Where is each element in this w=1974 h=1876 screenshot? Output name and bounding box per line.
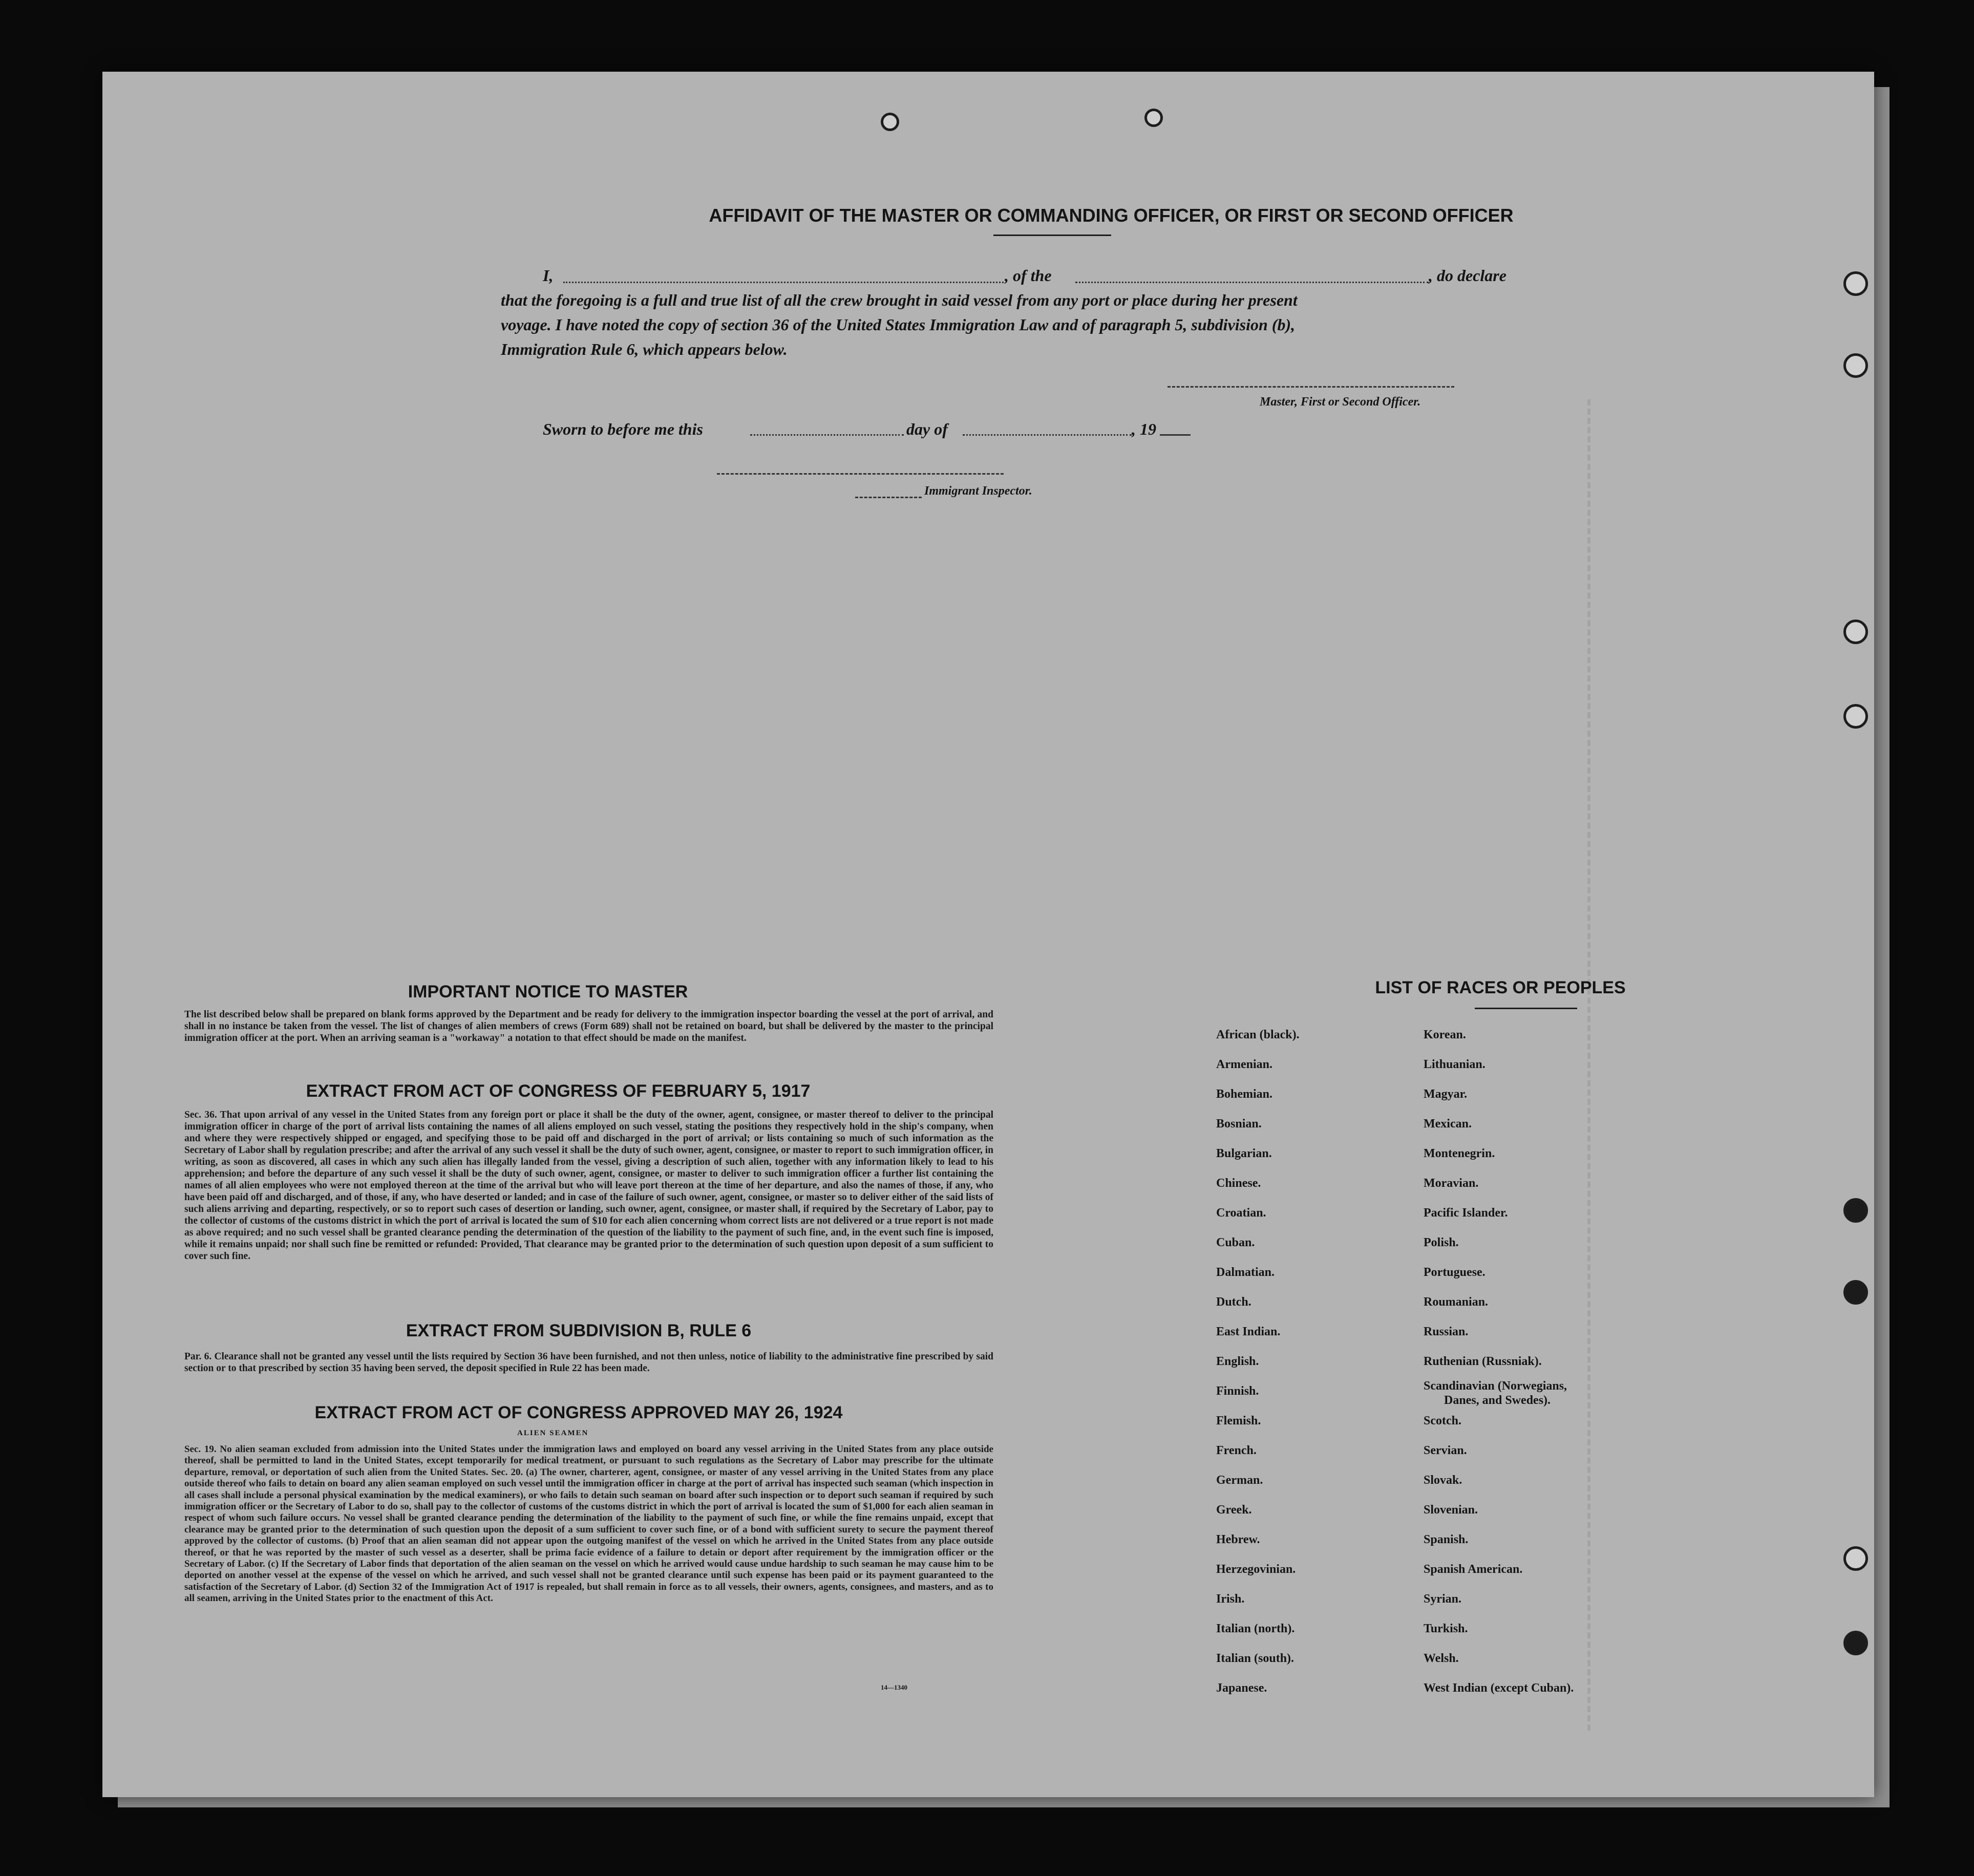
extract-1917-text: Sec. 36. That upon arrival of any vessel in the United States from any foreign port or place it shall be the duty of the owner, agent, consignee, or master thereof to deliver to the principal immigration officer in charge of the port of arrival lists containing the names of all aliens employed on such vessel, stating the positions they respectively hold in the ship's company, when and where they were respectively shipped or engaged, and specifying those to be paid off and discharged in the port of arrival; or lists containing so much of such information as the Secretary of Labor shall by regulation prescribe; and after the arrival of any such vessel it shall be the duty of such owner, agent, consignee, or master to report to such immigration officer, in writing, as soon as discovered, all cases in which any such alien has illegally landed from the vessel, giving a description of such alien, together with any information likely to lead to his apprehension; and before the departure of any such vessel it shall be the duty of such owner, agent, consignee, or master to deliver to such immigration officer a further list containing the names of all alien employees who were not employed thereon at the time of the arrival but who will leave port thereon at the time of her departure, and also the names of those, if any, who have been paid off and discharged, and of those, if any, who have deserted or landed; and in case of the failure of such owner, agent, consignee, or master so to deliver either of the said lists of such aliens arriving and departing, respectively, or so to report such cases of desertion or landing, such owner, agent, consignee, or master shall, if required by the Secretary of Labor, pay to the collector of customs of the customs district in which the port of arrival is located the sum of $10 for each alien concerning whom correct lists are not delivered or a true report is not made as above required; and no such vessel shall be granted clearance pending the determination of the question of the liability to the payment of such fine, and, in the event such fine is imposed, while it remains unpaid; nor shall such fine be remitted or refunded: Provided, That clearance may be granted prior to the determination of such question upon deposit of a sum sufficient to cover such fine. <box>184 1110 993 1262</box>
race-item: Welsh. <box>1424 1652 1459 1665</box>
affidavit-of-the: , of the <box>1005 266 1052 285</box>
sworn-year-prefix: , 19 <box>1132 420 1156 438</box>
vessel-field[interactable] <box>1075 282 1429 283</box>
race-item: Scotch. <box>1424 1414 1461 1427</box>
race-item: West Indian (except Cuban). <box>1424 1681 1574 1695</box>
race-item: Chinese. <box>1216 1177 1261 1190</box>
master-signature-field[interactable] <box>1168 386 1454 388</box>
race-item: Danes, and Swedes). <box>1444 1394 1551 1407</box>
race-item: Polish. <box>1424 1236 1459 1249</box>
race-item: Greek. <box>1216 1503 1252 1517</box>
race-item: Armenian. <box>1216 1058 1272 1071</box>
race-item: Ruthenian (Russniak). <box>1424 1355 1542 1368</box>
punch-hole-icon <box>1843 1631 1868 1655</box>
race-item: Cuban. <box>1216 1236 1255 1249</box>
race-item: Magyar. <box>1424 1088 1468 1101</box>
race-item: Slovenian. <box>1424 1503 1478 1517</box>
punch-hole-icon <box>1843 1546 1868 1571</box>
inspector-signature-subline <box>855 497 922 498</box>
race-item: Scandinavian (Norwegians, <box>1424 1379 1567 1393</box>
race-item: Finnish. <box>1216 1384 1259 1398</box>
race-item: East Indian. <box>1216 1325 1281 1338</box>
sworn-month-field[interactable] <box>963 434 1132 436</box>
race-item: Bosnian. <box>1216 1117 1262 1131</box>
title-underline <box>993 234 1111 236</box>
name-field[interactable] <box>563 282 1004 283</box>
race-item: Servian. <box>1424 1444 1467 1457</box>
races-right-column <box>1424 1028 1741 1786</box>
extract-1917-title: EXTRACT FROM ACT OF CONGRESS OF FEBRUARY 5, 1917 <box>306 1081 811 1101</box>
race-item: Bohemian. <box>1216 1088 1273 1101</box>
affidavit-do-declare: , do declare <box>1429 266 1506 285</box>
extract-rule6-text: Par. 6. Clearance shall not be granted any vessel until the lists required by Section 36 have been furnished, and not then unless, notice of liability to the administrative fine prescribed by said section or to that prescribed by section 35 having been served, the deposit specified in Rule 22 has been made. <box>184 1351 993 1374</box>
race-item: Italian (south). <box>1216 1652 1294 1665</box>
race-item: Russian. <box>1424 1325 1469 1338</box>
affidavit-title: AFFIDAVIT OF THE MASTER OR COMMANDING OFFICER, OR FIRST OR SECOND OFFICER <box>709 205 1514 226</box>
race-item: Syrian. <box>1424 1592 1462 1606</box>
punch-hole-icon <box>1843 620 1868 644</box>
notice-title: IMPORTANT NOTICE TO MASTER <box>408 982 688 1001</box>
race-item: Bulgarian. <box>1216 1147 1272 1160</box>
race-item: Portuguese. <box>1424 1266 1485 1279</box>
affidavit-line-3: voyage. I have noted the copy of section 36 of the United States Immigration Law and of paragraph 5, subdivision (b), <box>501 315 1296 334</box>
punch-hole-icon <box>1843 704 1868 729</box>
notice-text: The list described below shall be prepared on blank forms approved by the Department and be ready for delivery to the immigration inspector boarding the vessel at the port of arrival, and shall in no instance be taken from the vessel. The list of changes of alien members of crews (Form 689) shall not be retained on board, but shall be delivered by the master to the principal immigration officer at the port. When an arriving seaman is a "workaway" a notation to that effect should be made on the manifest. <box>184 1009 993 1043</box>
race-item: Roumanian. <box>1424 1295 1489 1309</box>
races-title-underline <box>1475 1008 1577 1009</box>
extract-1924-subtitle: ALIEN SEAMEN <box>517 1429 589 1437</box>
race-item: Irish. <box>1216 1592 1245 1606</box>
inspector-signature-field[interactable] <box>717 473 1004 475</box>
punch-hole-icon <box>1843 271 1868 296</box>
race-item: Japanese. <box>1216 1681 1267 1695</box>
affidavit-i: I, <box>543 266 554 285</box>
race-item: Croatian. <box>1216 1206 1266 1220</box>
race-item: Slovak. <box>1424 1474 1462 1487</box>
sworn-day-field[interactable] <box>750 434 904 436</box>
race-item: Dutch. <box>1216 1295 1251 1309</box>
race-item: African (black). <box>1216 1028 1300 1041</box>
race-item: Pacific Islander. <box>1424 1206 1508 1220</box>
document-page <box>102 72 1874 1797</box>
race-item: Flemish. <box>1216 1414 1261 1427</box>
race-item: French. <box>1216 1444 1257 1457</box>
extract-1924-title: EXTRACT FROM ACT OF CONGRESS APPROVED MAY 26, 1924 <box>314 1403 843 1422</box>
race-item: Mexican. <box>1424 1117 1472 1131</box>
sworn-prefix: Sworn to before me this <box>543 420 703 438</box>
punch-hole-icon <box>1144 109 1163 127</box>
race-item: Spanish American. <box>1424 1563 1523 1576</box>
race-item: Turkish. <box>1424 1622 1468 1635</box>
punch-hole-icon <box>1843 353 1868 378</box>
affidavit-line-2: that the foregoing is a full and true list of all the crew brought in said vessel from any port or place during her present <box>501 291 1298 309</box>
form-number: 14—1340 <box>881 1683 907 1691</box>
race-item: Herzegovinian. <box>1216 1563 1296 1576</box>
sworn-year-field[interactable] <box>1160 434 1191 436</box>
punch-hole-icon <box>1843 1198 1868 1223</box>
extract-rule6-title: EXTRACT FROM SUBDIVISION B, RULE 6 <box>406 1321 752 1340</box>
race-item: Montenegrin. <box>1424 1147 1495 1160</box>
race-item: English. <box>1216 1355 1259 1368</box>
punch-hole-icon <box>881 113 899 131</box>
race-item: Hebrew. <box>1216 1533 1260 1546</box>
race-item: Spanish. <box>1424 1533 1469 1546</box>
race-item: Dalmatian. <box>1216 1266 1275 1279</box>
races-title: LIST OF RACES OR PEOPLES <box>1375 978 1626 997</box>
sworn-day-of: day of <box>906 420 948 438</box>
race-item: Italian (north). <box>1216 1622 1295 1635</box>
master-signature-label: Master, First or Second Officer. <box>1260 395 1421 409</box>
extract-1924-text: Sec. 19. No alien seaman excluded from admission into the United States under the immigration laws and employed on board any vessel arriving in the United States from any place outside thereof, shall be permitted to land in the United States, except temporarily for medical treatment, or pursuant to such regulations as the Secretary of Labor may prescribe for the ultimate departure, removal, or deportation of such alien from the United States. Sec. 20. (a) The owner, charterer, agent, consignee, or master of any vessel arriving in the United States from any place outside thereof who fails to detain on board any alien seaman employed on such vessel until the immigration officer in charge at the port of arrival has inspected such seaman (which inspection in all cases shall include a personal physical examination by the medical examiners), or who fails to detain such seaman on board after such inspection or to deport such seaman if required by such immigration officer or the Secretary of Labor to do so, shall pay to the collector of customs of the customs district in which the port of arrival is located the sum of $1,000 for each alien seaman in respect of whom such failure occurs. No vessel shall be granted clearance pending the determination of the liability to the payment of such fine, or while the fine remains unpaid, except that clearance may be granted prior to the determination of such question upon the deposit of a sum sufficient to cover such fine, or of a bond with sufficient surety to secure the payment thereof approved by the collector of customs. (b) Proof that an alien seaman did not appear upon the outgoing manifest of the vessel on which he arrived in the United States from any place outside thereof, or that he was reported by the master of such vessel as a deserter, shall be prima facie evidence of a failure to detain or deport after requirement by the immigration officer or the Secretary of Labor. (c) If the Secretary of Labor finds that deportation of the alien seaman on the vessel on which he arrived would cause undue hardship to such seaman he may cause him to be deported on another vessel at the expense of the vessel on which he arrived, and such vessel shall not be granted clearance until such expense has been paid or its payment guaranteed to the satisfaction of the Secretary of Labor. (d) Section 32 of the Immigration Act of 1917 is repealed, but shall remain in force as to all vessels, their owners, agents, consignees, and masters, and as to all seamen, arriving in the United States prior to the enactment of this Act. <box>184 1444 993 1604</box>
punch-hole-icon <box>1843 1280 1868 1305</box>
affidavit-line-4: Immigration Rule 6, which appears below. <box>501 340 788 358</box>
race-item: German. <box>1216 1474 1263 1487</box>
race-item: Korean. <box>1424 1028 1466 1041</box>
race-item: Moravian. <box>1424 1177 1479 1190</box>
race-item: Lithuanian. <box>1424 1058 1485 1071</box>
inspector-label: Immigrant Inspector. <box>924 484 1032 498</box>
races-left-column <box>1216 1028 1421 1786</box>
